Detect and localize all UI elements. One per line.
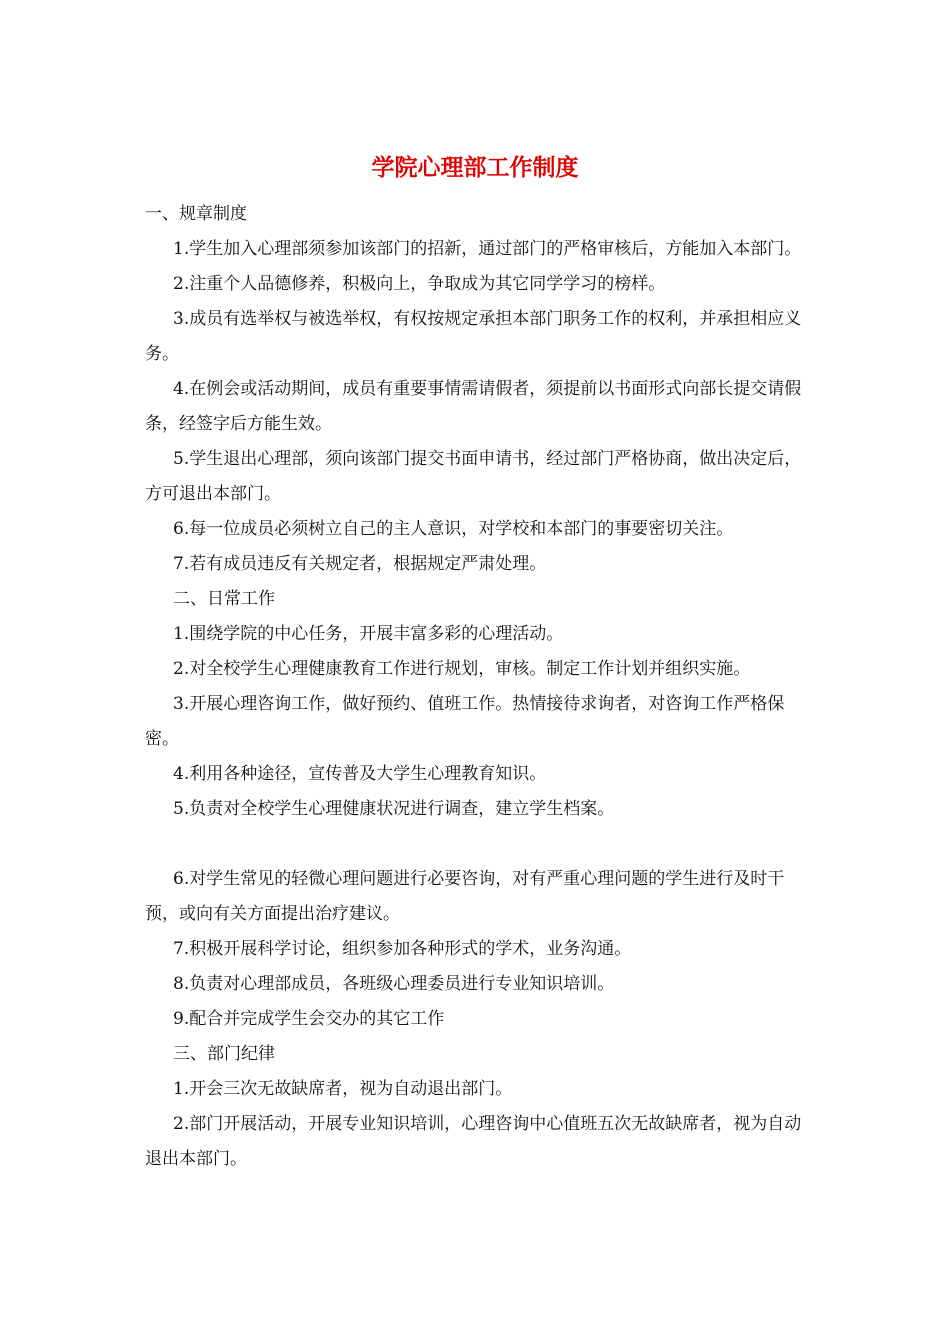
paragraph: 1.开会三次无故缺席者，视为自动退出部门。 — [173, 1079, 513, 1099]
section-heading-rules: 一、规章制度 — [145, 204, 247, 224]
blank-line — [145, 827, 817, 862]
paragraph: 5.学生退出心理部，须向该部门提交书面申请书，经过部门严格协商，做出决定后，方可退出本部门。 — [145, 449, 802, 504]
paragraph: 2.对全校学生心理健康教育工作进行规划，审核。制定工作计划并组织实施。 — [173, 659, 751, 679]
paragraph: 1.围绕学院的中心任务，开展丰富多彩的心理活动。 — [173, 624, 564, 644]
section-heading-daily-work: 二、日常工作 — [173, 589, 275, 609]
paragraph: 7.积极开展科学讨论，组织参加各种形式的学术，业务沟通。 — [173, 939, 632, 959]
paragraph: 3.开展心理咨询工作，做好预约、值班工作。热情接待求询者，对咨询工作严格保密。 — [145, 694, 785, 749]
paragraph: 6.对学生常见的轻微心理问题进行必要咨询，对有严重心理问题的学生进行及时干预，或向有关方面提出治疗建议。 — [145, 869, 785, 924]
paragraph: 8.负责对心理部成员，各班级心理委员进行专业知识培训。 — [173, 974, 615, 994]
paragraph: 6.每一位成员必须树立自己的主人意识，对学校和本部门的事要密切关注。 — [173, 519, 734, 539]
paragraph: 2.注重个人品德修养，积极向上，争取成为其它同学学习的榜样。 — [173, 274, 666, 294]
paragraph: 7.若有成员违反有关规定者，根据规定严肃处理。 — [173, 554, 547, 574]
paragraph: 5.负责对全校学生心理健康状况进行调查，建立学生档案。 — [173, 799, 615, 819]
paragraph: 4.利用各种途径，宣传普及大学生心理教育知识。 — [173, 764, 547, 784]
paragraph: 1.学生加入心理部须参加该部门的招新，通过部门的严格审核后，方能加入本部门。 — [173, 239, 802, 259]
section-heading-discipline: 三、部门纪律 — [173, 1044, 275, 1064]
document-body — [145, 197, 817, 1177]
document-title: 学院心理部工作制度 — [371, 154, 579, 181]
paragraph: 9.配合并完成学生会交办的其它工作 — [173, 1009, 445, 1029]
paragraph: 3.成员有选举权与被选举权，有权按规定承担本部门职务工作的权利，并承担相应义务。 — [145, 309, 802, 364]
paragraph: 2.部门开展活动，开展专业知识培训，心理咨询中心值班五次无故缺席者，视为自动退出本部门。 — [145, 1114, 802, 1169]
paragraph: 4.在例会或活动期间，成员有重要事情需请假者，须提前以书面形式向部长提交请假条，经签字后方能生效。 — [145, 379, 802, 434]
